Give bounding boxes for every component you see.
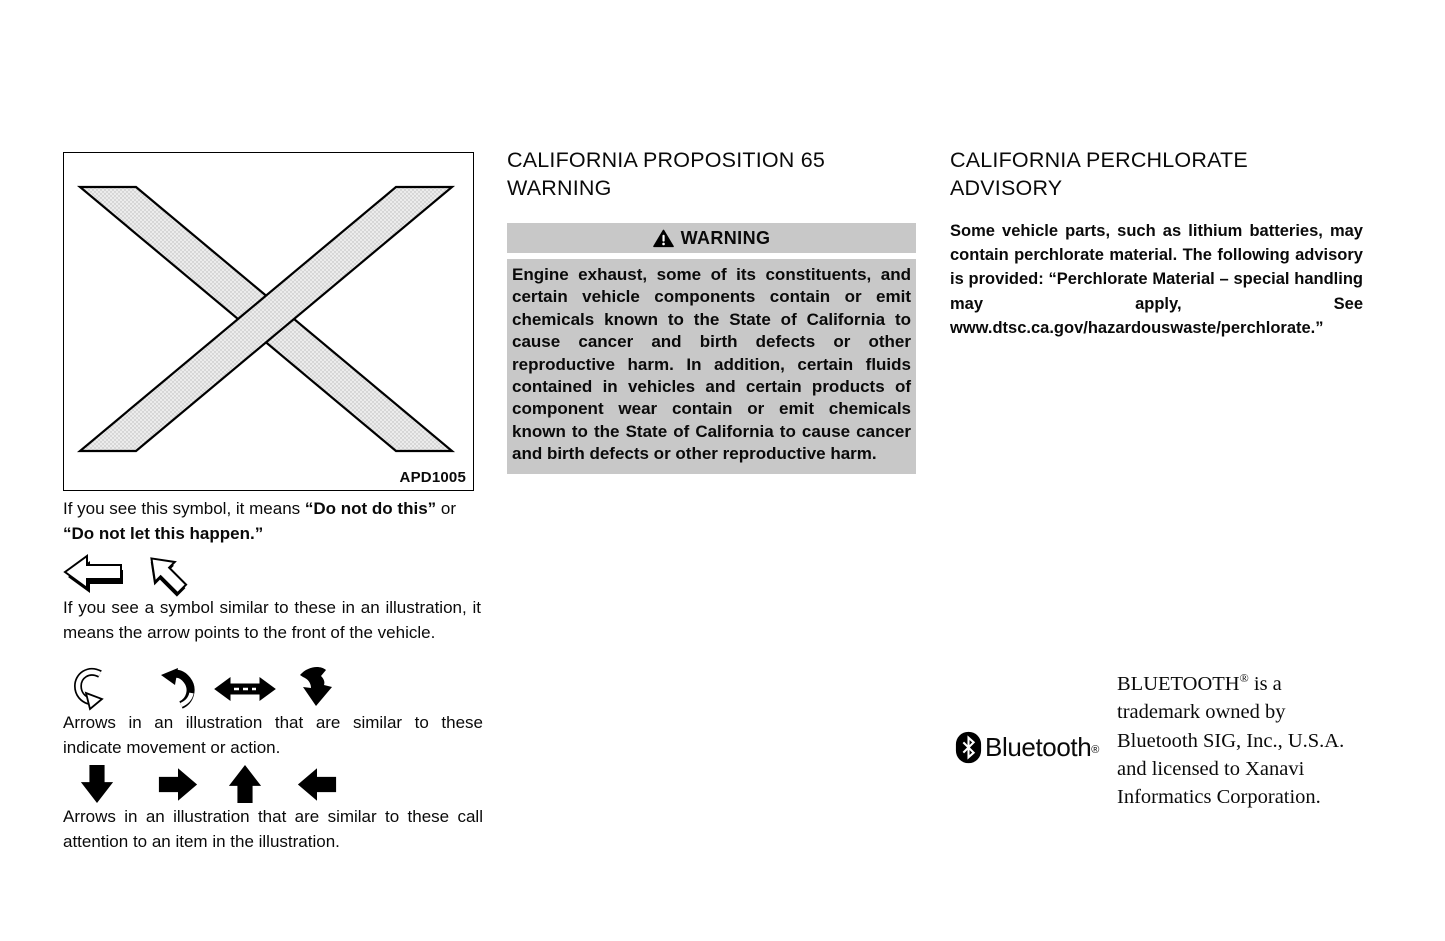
caption-bold-1: “Do not do this” (304, 499, 437, 518)
caption-bold-2: “Do not let this happen.” (63, 524, 264, 543)
prop65-heading: CALIFORNIA PROPOSITION 65 WARNING (507, 148, 826, 200)
do-not-x-icon (64, 153, 468, 485)
registered-mark: ® (1239, 671, 1249, 685)
movement-arrow-caption: Arrows in an illustration that are similar to these indicate movement or action. (63, 713, 483, 757)
up-arrow-icon (227, 762, 263, 806)
front-arrow-caption: If you see a symbol similar to these in an illustration, it means the arrow points to the front of the vehicle. (63, 598, 481, 642)
bluetooth-wordmark: Bluetooth (985, 732, 1092, 762)
registered-mark: ® (1091, 743, 1100, 756)
perchlorate-heading: CALIFORNIA PERCHLORATE ADVISORY (950, 148, 1248, 200)
figure-code-label: APD1005 (396, 469, 466, 486)
bluetooth-brand-text: BLUETOOTH (1117, 672, 1240, 695)
curved-open-arrow-icon (74, 667, 110, 711)
bluetooth-trademark-note (1117, 664, 1349, 812)
right-arrow-icon (157, 766, 199, 803)
do-not-symbol-figure (63, 152, 474, 491)
caption-text: If you see this symbol, it means (63, 499, 305, 518)
bluetooth-logo (955, 731, 1099, 764)
caption-text-2: or (436, 499, 456, 518)
curved-filled-arrow-icon (156, 667, 196, 711)
warning-body-panel (507, 259, 916, 474)
bent-down-arrow-icon (290, 663, 338, 709)
left-arrow-icon (296, 766, 338, 803)
warning-body-text: Engine exhaust, some of its constituents, and certain vehicle components contain or emit chemicals known to the State of California to cause cancer and birth defects or other reproductive harm. In addition, certain fluids contained in vehicles and certain products of component wear contain or emit chemicals known to the State of California to cause cancer and birth defects or other reproductive harm. (512, 265, 911, 464)
perchlorate-body-text: Some vehicle parts, such as lithium batteries, may contain perchlorate material. The following advisory is provided: “Perchlorate Material – special handling may apply, See www.dtsc.ca.gov/hazardouswaste/perchlorate.” (950, 222, 1363, 337)
do-not-symbol-caption (63, 496, 477, 546)
warning-bar-label: WARNING (680, 227, 771, 248)
left-block-outline-arrow-icon (63, 552, 123, 594)
warning-triangle-icon (653, 229, 674, 248)
warning-header-bar (507, 223, 916, 253)
attention-arrow-caption: Arrows in an illustration that are similar to these call attention to an item in the illustration. (63, 807, 483, 851)
diagonal-outline-arrow-icon (141, 549, 193, 599)
down-arrow-icon (79, 762, 115, 806)
bluetooth-note-text: is a trademark owned by Bluetooth SIG, Inc., U.S.A. and licensed to Xanavi Informatics Corporation. (1117, 672, 1345, 809)
bluetooth-badge-icon (955, 731, 982, 764)
double-headed-arrow-icon (213, 675, 277, 703)
